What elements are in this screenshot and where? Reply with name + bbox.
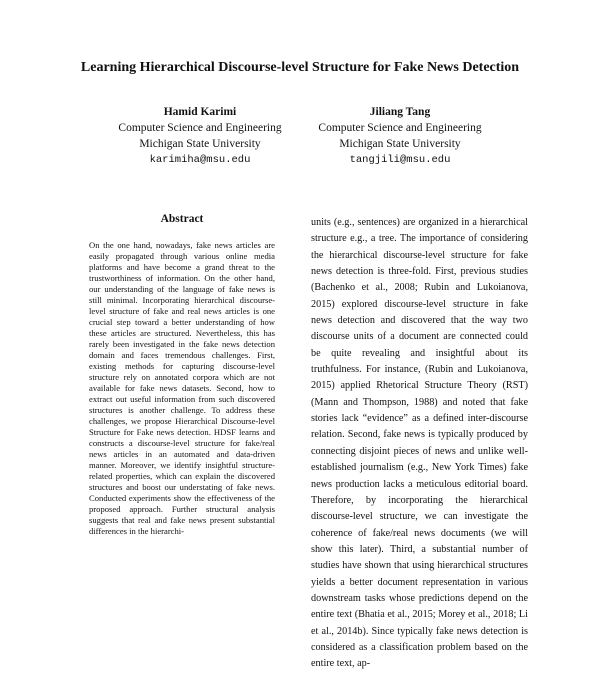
body-paragraph: units (e.g., sentences) are organized in a hierarchical structure e.g., a tree. The importance of considering the hierarchical discourse-level structure for fake news detection is three-fold. First, previous studies (Bachenko et al., 2008; Rubin and Lukoianova, 2015) explored discourse-level structure in fake news detection and discovered that the way two discourse units of a document are connected could be quite revealing and insightful about its truthfulness. For instance, (Rubin and Lukoianova, 2015) applied Rhetorical Structure Theory (RST) (Mann and Thompson, 1988) and noted that fake stories lack “evidence” as a defined inter-discourse relation. Second, fake news is typically produced by connecting disjoint pieces of news and unlike well-established journalism (e.g., New York Times) fake news production lacks a meticulous editorial board. Therefore, by incorporating the hierarchical discourse-level structure, we can investigate the coherence of fake/real news documents (we will show this later). Third, a substantial number of studies have shown that using hierarchical structures yields a better document representation in various downstream tasks whose predictions depend on the entire text (Bhatia et al., 2015; Morey et al., 2018; Li et al., 2014b). Since typically fake news detection is considered as a classification problem based on the entire text, ap- [311, 217, 528, 670]
abstract-heading: Abstract [160, 213, 204, 225]
author-block-1 [100, 104, 300, 168]
author-institution: Michigan State University [139, 138, 261, 150]
author-email[interactable]: karimiha@msu.edu [149, 154, 251, 166]
abstract-paragraph: On the one hand, nowadays, fake news articles are easily propagated through various online media platforms and have become a grand threat to the trustworthiness of information. On the other hand, our understanding of the language of fake news is still minimal. Incorporating hierarchical discourse-level structure of fake and real news articles is one crucial step toward a better understanding of how these articles are structured. Nevertheless, this has rarely been investigated in the fake news detection domain and faces tremendous challenges. First, existing methods for capturing discourse-level structure rely on annotated corpora which are not available for fake news datasets. Second, how to extract out useful information from such discovered structures is another challenge. To address these challenges, we propose Hierarchical Discourse-level Structure for Fake news detection. HDSF learns and constructs a discourse-level structure for fake/real news articles in an automated and data-driven manner. Moreover, we identify insightful structure-related properties, which can explain the discovered structures and boost our understating of fake news. Conducted experiments show the effectiveness of the proposed approach. Further structural analysis suggests that real and fake news present substantial differences in the hierarchi- [89, 240, 275, 536]
author-name: Jiliang Tang [369, 106, 431, 118]
author-name: Hamid Karimi [163, 106, 237, 118]
author-block-2 [300, 104, 500, 168]
body-column-text [311, 215, 528, 670]
author-institution: Michigan State University [339, 138, 461, 150]
abstract-text [89, 240, 275, 600]
paper-title: Learning Hierarchical Discourse-level Structure for Fake News Detection [80, 60, 520, 75]
author-email[interactable]: tangjili@msu.edu [349, 154, 451, 166]
author-affiliation: Computer Science and Engineering [318, 122, 482, 134]
author-affiliation: Computer Science and Engineering [118, 122, 282, 134]
